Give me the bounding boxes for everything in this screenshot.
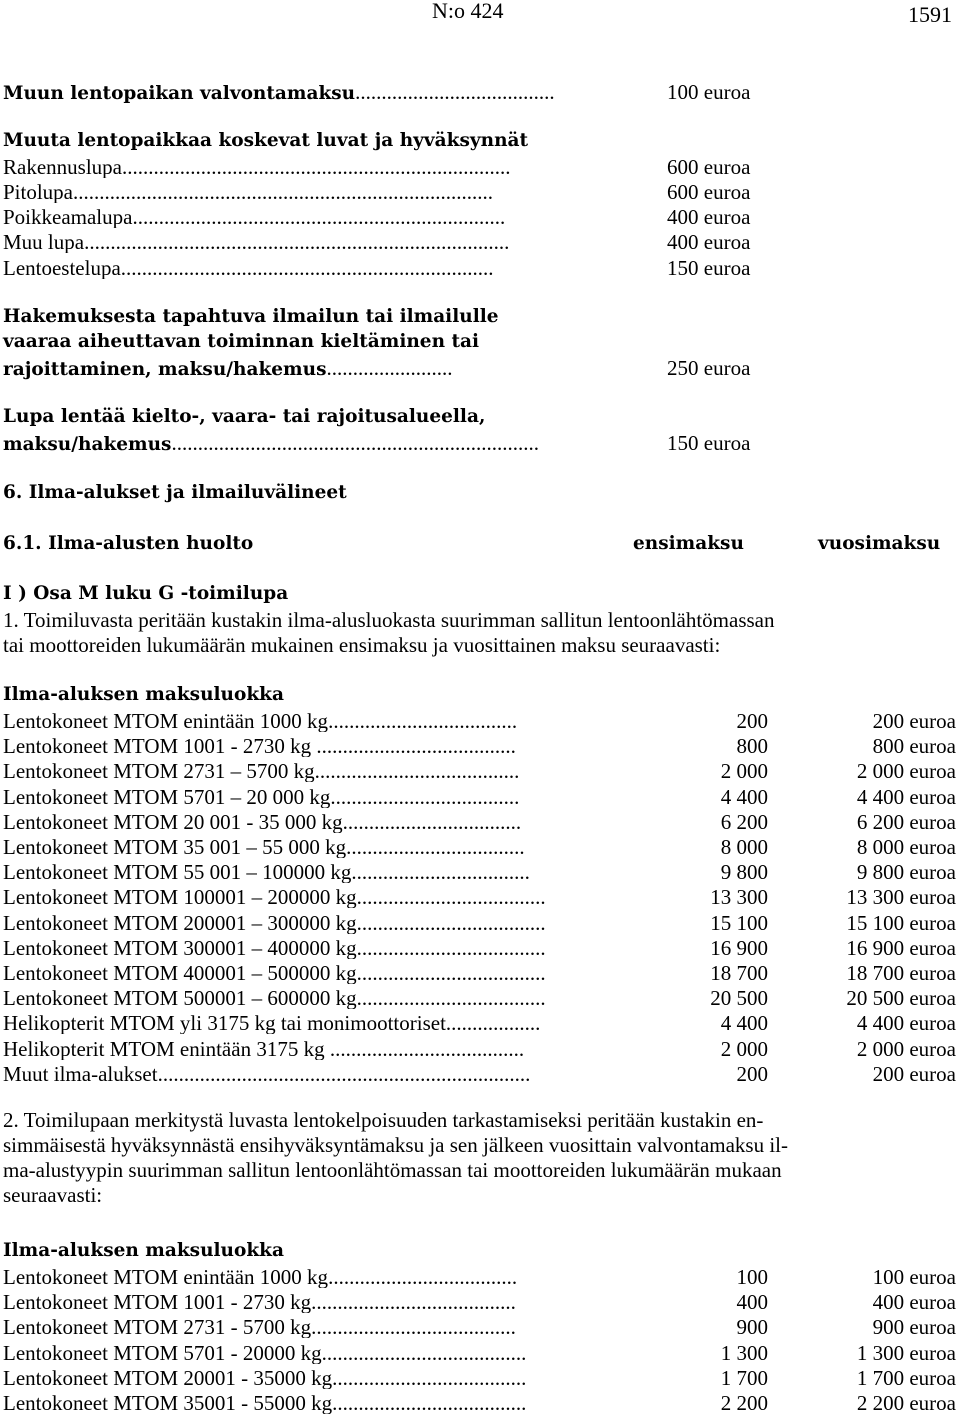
section-title: 6. Ilma-alukset ja ilmailuvälineet (3, 482, 347, 503)
fee-table-row (3, 1039, 696, 1060)
first-fee-value: 8 000 (720, 835, 768, 859)
fee-table-row (3, 887, 696, 908)
paragraph-2-line: ma-alustyypin suurimman sallitun lentoonlähtömassan tai moottoreiden lukumäärän mukaan (3, 1158, 782, 1182)
permit-row (3, 258, 653, 279)
leader-dots: ....................................................................... (120, 258, 494, 279)
fee-class-label: Lentokoneet MTOM 1001 - 2730 kg (3, 1292, 312, 1314)
zone-permit-amount: 150 euroa (667, 431, 751, 455)
permit-amount: 150 euroa (667, 256, 751, 280)
fee-table-row (3, 736, 696, 757)
leader-dots: .................................. (342, 811, 522, 833)
first-fee-value: 2 200 (720, 1391, 768, 1415)
leader-dots: .................................... (356, 912, 546, 934)
annual-fee-value: 800 euroa (872, 734, 956, 759)
leader-dots: ....................................................................... (132, 207, 506, 228)
leader-dots: ...................................... (316, 736, 516, 758)
fee-table-row (3, 837, 696, 858)
first-fee-value: 400 (736, 1290, 768, 1315)
fee-class-label: Muut ilma-alukset (3, 1063, 158, 1085)
annual-fee-value: 9 800 euroa (856, 860, 956, 885)
leader-dots: .................................... (356, 887, 546, 909)
annual-fee-value: 1 700 euroa (856, 1365, 956, 1390)
annual-fee-value: 200 euroa (872, 1061, 956, 1086)
leader-dots: .................................... (356, 963, 546, 984)
leader-dots: .................................... (328, 1267, 518, 1288)
annual-fee-value: 900 euroa (872, 1315, 956, 1340)
leader-dots: ..................................... (329, 1038, 525, 1060)
annual-fee-value: 400 euroa (872, 1290, 956, 1315)
fee-table-row (3, 862, 696, 883)
fee-table-row (3, 1013, 696, 1034)
subsection-title: 6.1. Ilma-alusten huolto (3, 533, 254, 554)
first-fee-value: 2 000 (720, 1036, 768, 1061)
permit-amount: 400 euroa (667, 230, 751, 254)
first-fee-value: 20 500 (710, 986, 768, 1011)
fee-class-label: Lentokoneet MTOM 55 001 – 100000 kg (3, 862, 352, 884)
first-fee-value: 4 400 (720, 1011, 768, 1036)
leader-dots: .................. (445, 1013, 541, 1035)
first-fee-value: 200 (736, 1061, 768, 1086)
permit-label: Poikkeamalupa (3, 207, 133, 228)
leader-dots: ...................................... (355, 80, 555, 104)
paragraph-2-line: simmäisestä hyväksynnästä ensihyväksyntämaksu ja sen jälkeen vuosittain valvontamaksu il- (3, 1133, 789, 1157)
fee-class-label: Lentokoneet MTOM 1001 - 2730 kg (3, 736, 317, 758)
fee-class-label: Lentokoneet MTOM 400001 – 500000 kg (3, 963, 357, 984)
paragraph-1-line: 1. Toimiluvasta peritään kustakin ilma-alusluokasta suurimman sallitun lentoonlähtömassan (3, 608, 775, 632)
annual-fee-value: 4 400 euroa (856, 1011, 956, 1036)
fee-class-label: Lentokoneet MTOM 500001 – 600000 kg (3, 988, 357, 1010)
annual-fee-value: 18 700 euroa (846, 961, 956, 985)
annual-fee-value: 4 400 euroa (856, 784, 956, 809)
fee-table-row (3, 1267, 696, 1288)
fee-class-heading: Ilma-aluksen maksuluokka (3, 1240, 284, 1261)
fee-class-label: Lentokoneet MTOM 35001 - 55000 kg (3, 1393, 333, 1414)
first-fee-value: 18 700 (710, 961, 768, 985)
fee-class-label: Lentokoneet MTOM 100001 – 200000 kg (3, 887, 357, 909)
first-fee-value: 200 (736, 709, 768, 733)
fee-table-row (3, 711, 696, 732)
surveillance-fee-row (3, 82, 555, 104)
annual-fee-value: 100 euroa (872, 1265, 956, 1289)
leader-dots: ....................................... (311, 1317, 516, 1339)
annual-fee-value: 2 200 euroa (856, 1391, 956, 1415)
annual-fee-value: 16 900 euroa (846, 935, 956, 960)
leader-dots: ...................................................................... (171, 433, 539, 455)
surveillance-fee-amount: 100 euroa (667, 80, 751, 104)
zone-permit-row (3, 433, 653, 455)
fee-table-row (3, 938, 696, 959)
column-header-annual-fee: vuosimaksu (818, 533, 941, 554)
fee-class-label: Lentokoneet MTOM 2731 – 5700 kg (3, 761, 315, 783)
leader-dots: ................................................................................ (73, 182, 494, 203)
restriction-line: vaaraa aiheuttavan toiminnan kieltäminen tai (3, 331, 480, 352)
annual-fee-value: 1 300 euroa (856, 1340, 956, 1365)
leader-dots: ....................................... (321, 1342, 527, 1364)
permit-row (3, 232, 653, 253)
fee-class-label: Lentokoneet MTOM 200001 – 300000 kg (3, 912, 357, 934)
leader-dots: .................................. (351, 862, 530, 884)
fee-table-row (3, 1343, 696, 1364)
leader-dots: ..................................... (332, 1367, 527, 1389)
permit-amount: 600 euroa (667, 155, 751, 179)
annual-fee-value: 200 euroa (872, 709, 956, 733)
first-fee-value: 4 400 (720, 784, 768, 809)
first-fee-value: 6 200 (720, 809, 768, 834)
first-fee-value: 9 800 (720, 860, 768, 885)
fee-table-row (3, 787, 696, 808)
leader-dots: ................................................................................. (84, 232, 510, 253)
zone-permit-label: maksu/hakemus (3, 434, 172, 455)
paragraph-2-line: seuraavasti: (3, 1183, 103, 1207)
permit-row (3, 182, 653, 203)
page-number: 1591 (908, 2, 952, 27)
annual-fee-value: 15 100 euroa (846, 910, 956, 935)
fee-class-heading: Ilma-aluksen maksuluokka (3, 684, 284, 705)
fee-class-label: Lentokoneet MTOM 300001 – 400000 kg (3, 937, 357, 959)
permit-label: Pitolupa (3, 182, 74, 203)
zone-permit-line: Lupa lentää kielto-, vaara- tai rajoitusalueella, (3, 406, 486, 427)
leader-dots: ....................................... (314, 761, 520, 783)
column-header-first-fee: ensimaksu (633, 533, 744, 554)
fee-table-row (3, 812, 696, 833)
permit-amount: 600 euroa (667, 180, 751, 204)
first-fee-value: 100 (736, 1265, 768, 1289)
annual-fee-value: 20 500 euroa (846, 986, 956, 1011)
first-fee-value: 2 000 (720, 759, 768, 784)
leader-dots: .................................... (330, 786, 520, 808)
permit-amount: 400 euroa (667, 205, 751, 229)
annual-fee-value: 2 000 euroa (856, 1036, 956, 1061)
fee-class-label: Lentokoneet MTOM 5701 - 20000 kg (3, 1342, 322, 1364)
leader-dots: .................................... (356, 988, 546, 1010)
fee-class-label: Lentokoneet MTOM 20 001 - 35 000 kg (3, 811, 343, 833)
fee-class-label: Lentokoneet MTOM enintään 1000 kg (3, 1267, 329, 1288)
fee-table-row (3, 1393, 696, 1414)
leader-dots: .................................... (356, 937, 546, 959)
fee-class-label: Lentokoneet MTOM 35 001 – 55 000 kg (3, 837, 347, 858)
section-number: N:o 424 (432, 0, 504, 23)
fee-class-label: Helikopterit MTOM enintään 3175 kg (3, 1038, 330, 1060)
annual-fee-value: 8 000 euroa (856, 835, 956, 859)
leader-dots: ....................................... (311, 1292, 516, 1314)
fee-table-row (3, 963, 696, 984)
restriction-row (3, 358, 653, 380)
fee-class-label: Lentokoneet MTOM 20001 - 35000 kg (3, 1367, 333, 1389)
first-fee-value: 15 100 (710, 910, 768, 935)
fee-class-label: Lentokoneet MTOM 2731 - 5700 kg (3, 1317, 312, 1339)
leader-dots: ....................................................................... (157, 1063, 531, 1085)
fee-table-row (3, 1064, 696, 1085)
annual-fee-value: 13 300 euroa (846, 885, 956, 910)
restriction-amount: 250 euroa (667, 356, 751, 380)
fee-class-label: Helikopterit MTOM yli 3175 kg tai monimoottoriset (3, 1013, 446, 1035)
leader-dots: ..................................... (332, 1393, 527, 1414)
annual-fee-value: 2 000 euroa (856, 759, 956, 784)
leader-dots: .................................. (346, 837, 525, 858)
surveillance-fee-label: Muun lentopaikan valvontamaksu (3, 83, 356, 104)
permit-label: Rakennuslupa (3, 157, 122, 178)
fee-table-row (3, 913, 696, 934)
fee-table-row (3, 761, 696, 782)
fee-table-row (3, 1317, 696, 1338)
permit-row (3, 207, 653, 228)
first-fee-value: 13 300 (710, 885, 768, 910)
fee-table-row (3, 988, 696, 1009)
first-fee-value: 1 700 (720, 1365, 768, 1390)
fee-class-label: Lentokoneet MTOM enintään 1000 kg (3, 711, 329, 732)
paragraph-1-line: tai moottoreiden lukumäärän mukainen ensimaksu ja vuosittainen maksu seuraavasti: (3, 633, 721, 657)
permits-heading: Muuta lentopaikkaa koskevat luvat ja hyväksynnät (3, 130, 529, 151)
paragraph-2-line: 2. Toimilupaan merkitystä luvasta lentokelpoisuuden tarkastamiseksi peritään kustakin en- (3, 1108, 764, 1132)
permit-title: I ) Osa M luku G -toimilupa (3, 583, 289, 604)
leader-dots: ........................ (326, 358, 453, 380)
fee-class-label: Lentokoneet MTOM 5701 – 20 000 kg (3, 786, 331, 808)
leader-dots: .................................... (328, 711, 518, 732)
first-fee-value: 800 (736, 734, 768, 759)
leader-dots: .......................................................................... (121, 157, 511, 178)
restriction-label: rajoittaminen, maksu/hakemus (3, 359, 327, 380)
restriction-line: Hakemuksesta tapahtuva ilmailun tai ilmailulle (3, 306, 499, 327)
permit-row (3, 157, 653, 178)
permit-label: Muu lupa (3, 232, 85, 253)
annual-fee-value: 6 200 euroa (856, 809, 956, 834)
fee-table-row (3, 1292, 696, 1313)
first-fee-value: 1 300 (720, 1340, 768, 1365)
permit-label: Lentoestelupa (3, 258, 121, 279)
first-fee-value: 16 900 (710, 935, 768, 960)
first-fee-value: 900 (736, 1315, 768, 1340)
fee-table-row (3, 1368, 696, 1389)
